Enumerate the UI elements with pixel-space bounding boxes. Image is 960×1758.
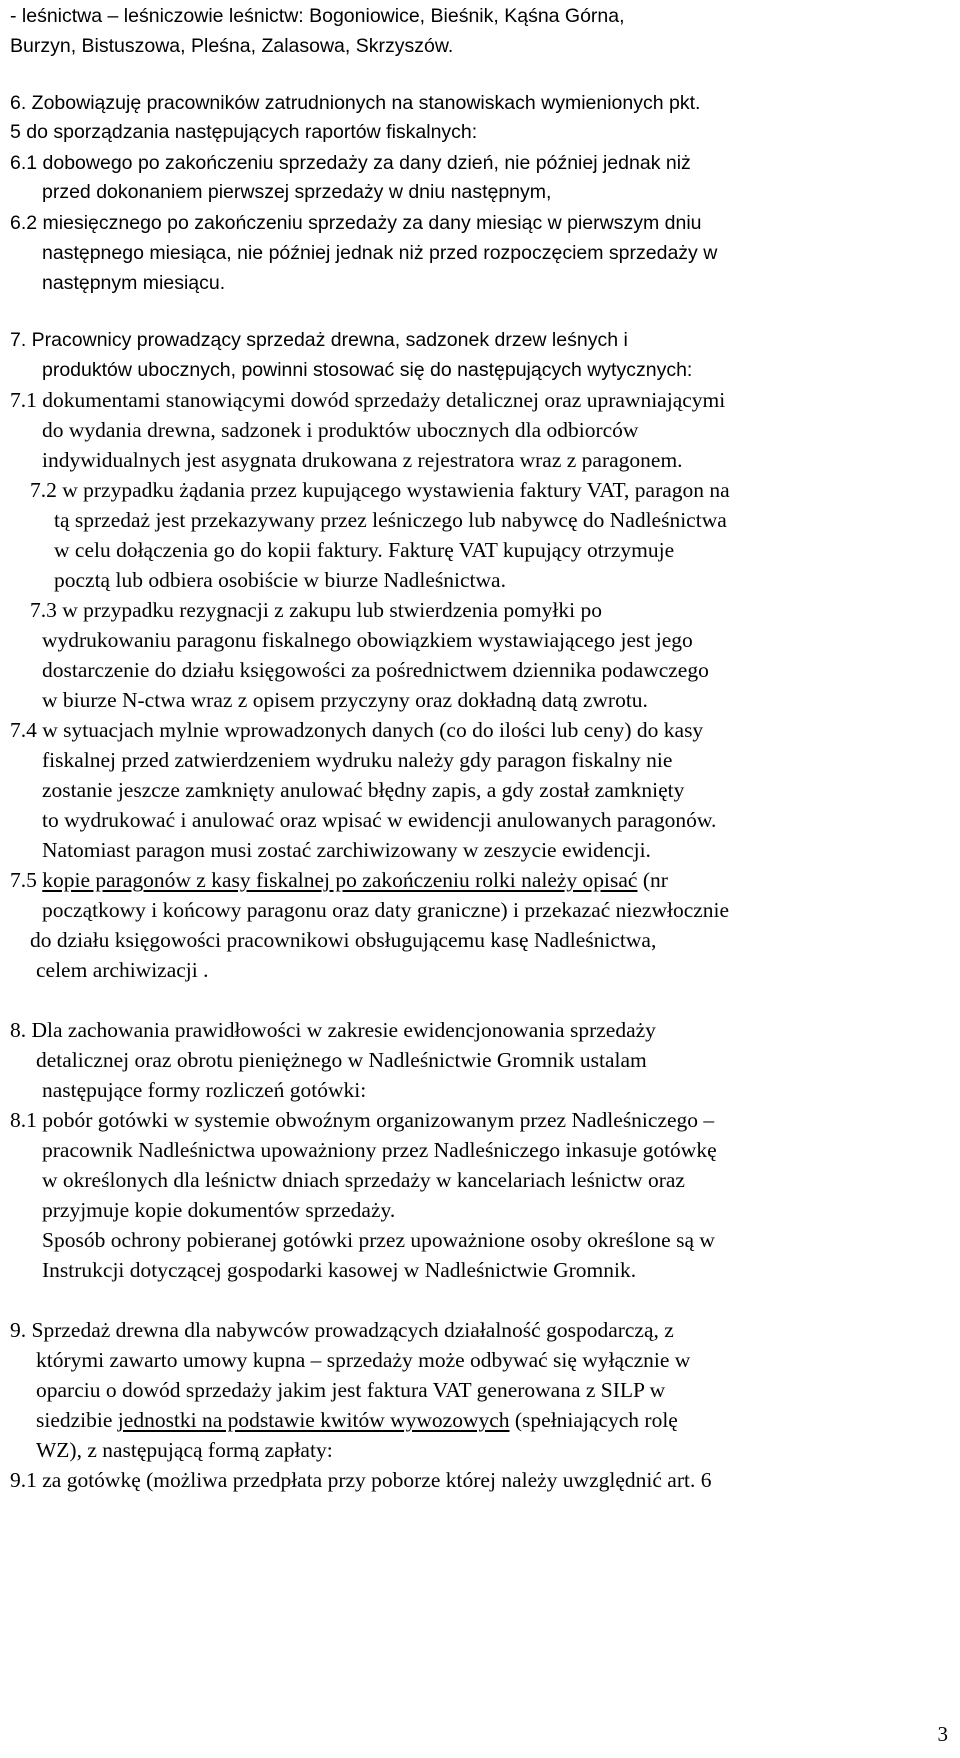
text-line — [42, 836, 651, 864]
text-line-content: WZ), z następującą formą zapłaty: — [36, 1438, 333, 1462]
text-line — [42, 446, 683, 474]
text-line-content: 6.1 dobowego po zakończeniu sprzedaży za dany dzień, nie później jednak niż — [10, 152, 691, 174]
text-line — [42, 239, 717, 267]
text-line-content: do wydania drewna, sadzonek i produktów ubocznych dla odbiorców — [42, 418, 639, 442]
text-line — [30, 596, 602, 624]
text-line — [42, 1256, 636, 1284]
text-line — [42, 626, 693, 654]
text-line — [10, 1316, 674, 1344]
text-line-content: 5 do sporządzania następujących raportów fiskalnych: — [10, 121, 478, 143]
text-line — [42, 1136, 717, 1164]
text-line-content: w określonych dla leśnictw dniach sprzedaży w kancelariach leśnictw oraz — [42, 1168, 685, 1192]
text-line — [10, 2, 625, 30]
text-line — [42, 686, 648, 714]
text-line-content: początkowy i końcowy paragonu oraz daty graniczne) i przekazać niezwłocznie — [42, 898, 730, 922]
text-line-content: 7.2 w przypadku żądania przez kupującego wystawienia faktury VAT, paragon na — [30, 478, 730, 502]
text-line — [36, 1346, 690, 1374]
text-line — [10, 1466, 711, 1494]
text-line — [42, 896, 729, 924]
text-line-continuation: (spełniających rolę — [509, 1408, 678, 1432]
text-line — [42, 746, 672, 774]
text-line-content: indywidualnych jest asygnata drukowana z rejestratora wraz z paragonem. — [42, 448, 683, 472]
text-line — [10, 118, 477, 146]
text-line — [42, 656, 709, 684]
text-line — [54, 506, 727, 534]
text-line — [42, 178, 551, 206]
text-line — [10, 866, 668, 894]
text-line — [42, 1196, 395, 1224]
text-line-content: przyjmuje kopie dokumentów sprzedaży. — [42, 1198, 396, 1222]
text-line — [10, 326, 628, 354]
text-line — [10, 89, 700, 117]
text-line-content: 8. Dla zachowania prawidłowości w zakresie ewidencjonowania sprzedaży — [10, 1018, 656, 1042]
text-line-content: 8.1 pobór gotówki w systemie obwoźnym organizowanym przez Nadleśniczego – — [10, 1108, 715, 1132]
text-line-content: celem archiwizacji . — [36, 958, 209, 982]
text-line-continuation: (nr — [637, 868, 668, 892]
text-line — [36, 1406, 678, 1434]
text-line-content: fiskalnej przed zatwierdzeniem wydruku należy gdy paragon fiskalny nie — [42, 748, 673, 772]
text-line — [30, 926, 656, 954]
text-line-content: do działu księgowości pracownikowi obsługującemu kasę Nadleśnictwa, — [30, 928, 657, 952]
text-line-content: w biurze N-ctwa wraz z opisem przyczyny oraz dokładną datą zwrotu. — [42, 688, 648, 712]
text-line-content: w celu dołączenia go do kopii faktury. Fakturę VAT kupujący otrzymuje — [54, 538, 675, 562]
text-line — [36, 956, 209, 984]
text-line — [42, 269, 225, 297]
text-line-content: 6. Zobowiązuję pracowników zatrudnionych na stanowiskach wymienionych pkt. — [10, 92, 701, 114]
text-line-content: 7.5 — [10, 868, 43, 892]
underlined-text: jednostki na podstawie kwitów wywozowych — [117, 1408, 510, 1432]
text-line — [42, 356, 692, 384]
text-line-content: oparciu o dowód sprzedaży jakim jest faktura VAT generowana z SILP w — [36, 1378, 666, 1402]
text-line — [36, 1046, 647, 1074]
text-line — [10, 149, 691, 177]
text-line-content: 7. Pracownicy prowadzący sprzedaż drewna, sadzonek drzew leśnych i — [10, 329, 628, 351]
text-line-content: następnym miesiącu. — [42, 272, 226, 294]
text-line — [10, 209, 702, 237]
text-line — [10, 1016, 656, 1044]
text-line — [42, 1076, 366, 1104]
text-line — [10, 386, 725, 414]
underlined-text: kopie paragonów z kasy fiskalnej po zakończeniu rolki należy opisać — [42, 868, 638, 892]
text-line — [36, 1436, 333, 1464]
text-line-content: 7.1 dokumentami stanowiącymi dowód sprzedaży detalicznej oraz uprawniającymi — [10, 388, 726, 412]
text-line-content: detalicznej oraz obrotu pieniężnego w Nadleśnictwie Gromnik ustalam — [36, 1048, 647, 1072]
text-line-content: wydrukowaniu paragonu fiskalnego obowiązkiem wystawiającego jest jego — [42, 628, 693, 652]
text-line-content: 7.4 w sytuacjach mylnie wprowadzonych danych (co do ilości lub ceny) do kasy — [10, 718, 704, 742]
text-line-content: 9. Sprzedaż drewna dla nabywców prowadzących działalność gospodarczą, z — [10, 1318, 674, 1342]
text-line-content: siedzibie — [36, 1408, 118, 1432]
text-line-content: 6.2 miesięcznego po zakończeniu sprzedaży za dany miesiąc w pierwszym dniu — [10, 212, 702, 234]
text-line — [30, 476, 730, 504]
text-line-content: Instrukcji dotyczącej gospodarki kasowej w Nadleśnictwie Gromnik. — [42, 1258, 637, 1282]
text-line — [54, 536, 674, 564]
text-line-content: następnego miesiąca, nie później jednak niż przed rozpoczęciem sprzedaży w — [42, 242, 718, 264]
text-line — [42, 416, 638, 444]
text-line — [42, 806, 716, 834]
text-line — [10, 1106, 714, 1134]
text-line — [42, 1166, 685, 1194]
text-line — [54, 566, 506, 594]
text-line-content: produktów ubocznych, powinni stosować się do następujących wytycznych: — [42, 359, 693, 381]
text-line-content: którymi zawarto umowy kupna – sprzedaży może odbywać się wyłącznie w — [36, 1348, 691, 1372]
text-line-content: Sposób ochrony pobieranej gotówki przez upoważnione osoby określone są w — [42, 1228, 715, 1252]
text-line-content: 7.3 w przypadku rezygnacji z zakupu lub stwierdzenia pomyłki po — [30, 598, 602, 622]
text-line — [10, 32, 453, 60]
text-line-content: tą sprzedaż jest przekazywany przez leśniczego lub nabywcę do Nadleśnictwa — [54, 508, 727, 532]
text-line-content: przed dokonaniem pierwszej sprzedaży w dniu następnym, — [42, 181, 552, 203]
text-line-content: 9.1 za gotówkę (możliwa przedpłata przy poborze której należy uwzględnić art. 6 — [10, 1468, 712, 1492]
text-line-content: dostarczenie do działu księgowości za pośrednictwem dziennika podawczego — [42, 658, 709, 682]
text-line-content: następujące formy rozliczeń gotówki: — [42, 1078, 367, 1102]
text-line — [36, 1376, 665, 1404]
text-line-content: Natomiast paragon musi zostać zarchiwizowany w zeszycie ewidencji. — [42, 838, 651, 862]
text-line-content: pocztą lub odbiera osobiście w biurze Nadleśnictwa. — [54, 568, 506, 592]
text-line — [42, 776, 684, 804]
page-number: 3 — [937, 1722, 948, 1746]
text-line — [10, 716, 703, 744]
text-line-content: Burzyn, Bistuszowa, Pleśna, Zalasowa, Skrzyszów. — [10, 35, 454, 57]
text-line — [42, 1226, 715, 1254]
text-line-content: zostanie jeszcze zamknięty anulować błędny zapis, a gdy został zamknięty — [42, 778, 685, 802]
text-line-content: pracownik Nadleśnictwa upoważniony przez Nadleśniczego inkasuje gotówkę — [42, 1138, 717, 1162]
text-line-content: - leśnictwa – leśniczowie leśnictw: Bogoniowice, Bieśnik, Kąśna Górna, — [10, 5, 625, 27]
text-line-content: to wydrukować i anulować oraz wpisać w ewidencji anulowanych paragonów. — [42, 808, 717, 832]
